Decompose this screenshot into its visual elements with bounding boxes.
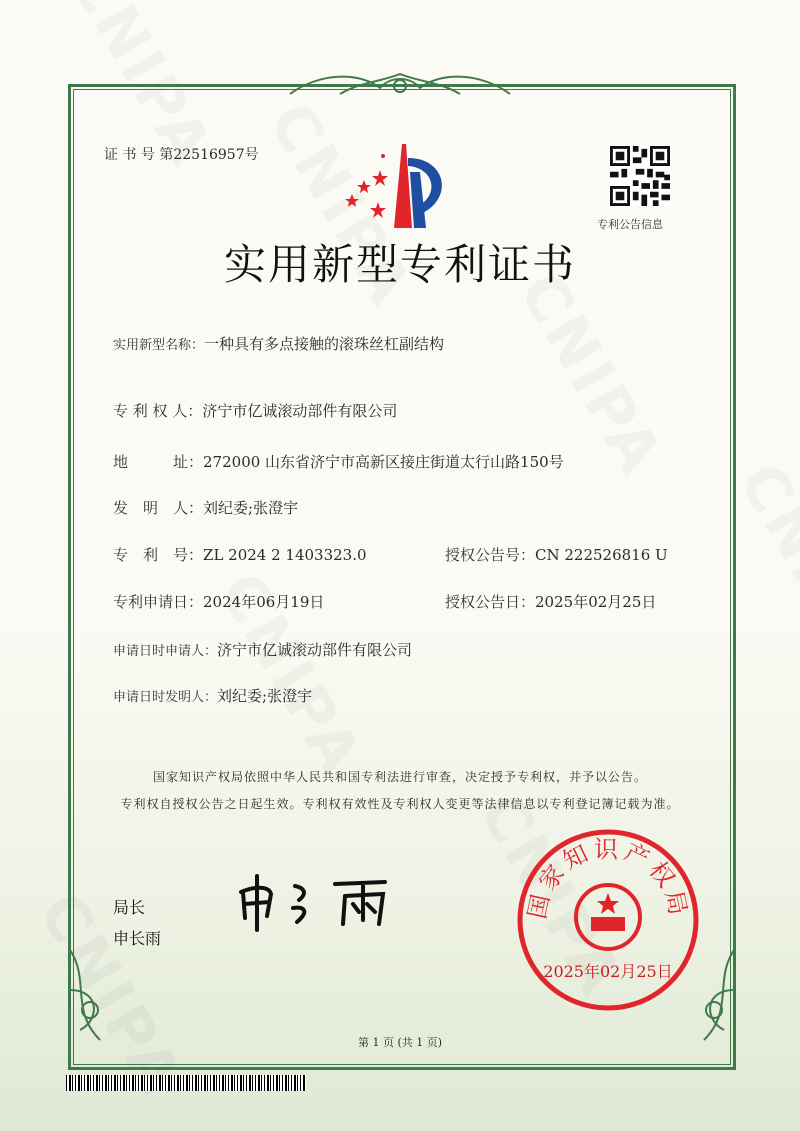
national-emblem-icon xyxy=(576,885,640,949)
certificate-title: 实用新型专利证书 xyxy=(223,240,576,289)
field-label: 专利申请日： xyxy=(113,593,204,611)
field-name xyxy=(113,333,444,354)
top-ornament xyxy=(280,68,520,104)
page-indicator: 第 1 页 (共 1 页) xyxy=(357,1036,443,1049)
qr-code[interactable] xyxy=(610,146,670,206)
field-value: 2025年02月25日 xyxy=(535,593,657,611)
field-label: 发 明 人： xyxy=(113,499,204,517)
seal-text: 国家知识产权局 xyxy=(522,835,694,922)
field-inventor-at-filing xyxy=(113,685,312,706)
field-value: CN 222526816 U xyxy=(535,546,668,564)
official-seal xyxy=(513,825,703,1015)
field-value: 刘纪委;张澄宇 xyxy=(203,499,299,517)
seal-date: 2025年02月25日 xyxy=(543,962,673,981)
field-label: 申请日时发明人： xyxy=(113,690,218,705)
field-label: 授权公告号： xyxy=(445,546,536,564)
field-label: 地 址： xyxy=(113,453,204,471)
field-label: 申请日时申请人： xyxy=(113,644,218,659)
field-value: 2024年06月19日 xyxy=(203,593,325,611)
field-applicant-at-filing xyxy=(113,639,412,660)
director-signature xyxy=(235,872,415,932)
field-label: 专 利 权 人： xyxy=(113,402,203,420)
field-grant-publication-number xyxy=(445,544,668,565)
certificate-number: 证 书 号 第22516957号 xyxy=(104,147,259,163)
field-value: ZL 2024 2 1403323.0 xyxy=(203,546,367,564)
field-patent-number xyxy=(113,544,367,565)
field-grant-publication-date xyxy=(445,591,656,612)
watermark xyxy=(725,452,800,679)
field-value: 济宁市亿诚滚动部件有限公司 xyxy=(202,402,398,420)
field-value: 一种具有多点接触的滚珠丝杠副结构 xyxy=(204,335,445,353)
field-address xyxy=(113,451,564,472)
barcode xyxy=(66,1075,306,1091)
qr-label: 专利公告信息 xyxy=(597,218,663,231)
field-value: 272000 山东省济宁市高新区接庄街道太行山路150号 xyxy=(203,453,564,471)
director-name: 申长雨 xyxy=(113,929,162,948)
field-value: 刘纪委;张澄宇 xyxy=(217,687,313,705)
field-inventor xyxy=(113,497,298,518)
field-label: 实用新型名称： xyxy=(113,338,205,353)
notice-line: 国家知识产权局依照中华人民共和国专利法进行审查，决定授予专利权，并予以公告。 xyxy=(152,770,647,784)
field-patentee xyxy=(113,400,397,421)
notice-line: 专利权自授权公告之日起生效。专利权有效性及专利权人变更等法律信息以专利登记簿记载为准。 xyxy=(120,797,680,811)
field-value: 济宁市亿诚滚动部件有限公司 xyxy=(217,641,413,659)
director-title: 局长 xyxy=(113,898,146,917)
cnipa-logo xyxy=(340,142,450,232)
field-label: 授权公告日： xyxy=(445,593,536,611)
field-filing-date xyxy=(113,591,324,612)
field-label: 专 利 号： xyxy=(113,546,204,564)
